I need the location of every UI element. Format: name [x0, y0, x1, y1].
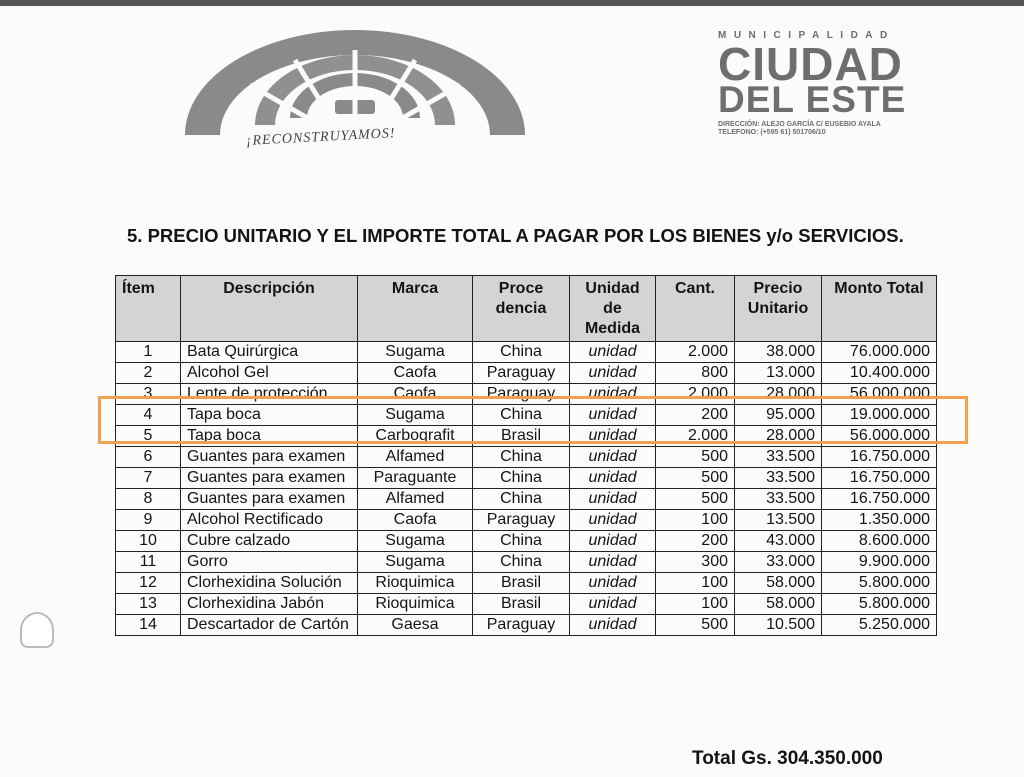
cell-item: 13 — [116, 594, 181, 615]
cell-unidad: unidad — [570, 510, 656, 531]
cell-cant: 500 — [656, 468, 735, 489]
cell-precio: 58.000 — [735, 594, 822, 615]
cell-procedencia: Paraguay — [473, 615, 570, 636]
cell-procedencia: China — [473, 489, 570, 510]
cell-cant: 100 — [656, 573, 735, 594]
cell-cant: 200 — [656, 405, 735, 426]
table-row — [116, 447, 937, 468]
cell-unidad: unidad — [570, 489, 656, 510]
cell-unidad: unidad — [570, 426, 656, 447]
grand-total: Total Gs. 304.350.000 — [692, 748, 883, 769]
cell-item: 10 — [116, 531, 181, 552]
cell-marca: Paraguante — [358, 468, 473, 489]
municipality-logo — [718, 30, 958, 137]
cell-cant: 500 — [656, 489, 735, 510]
cell-monto: 56.000.000 — [822, 384, 937, 405]
cell-cant: 500 — [656, 615, 735, 636]
cell-unidad: unidad — [570, 531, 656, 552]
cell-procedencia: Brasil — [473, 426, 570, 447]
cell-cant: 500 — [656, 447, 735, 468]
cell-marca: Sugama — [358, 405, 473, 426]
cell-precio: 33.500 — [735, 489, 822, 510]
logo-phone: TELEFONO: (+595 61) 501706/10 — [718, 129, 826, 136]
cell-marca: Rioquimica — [358, 594, 473, 615]
table-row — [116, 615, 937, 636]
cell-marca: Caofa — [358, 363, 473, 384]
table-row — [116, 489, 937, 510]
cell-monto: 5.250.000 — [822, 615, 937, 636]
cell-item: 4 — [116, 405, 181, 426]
cell-cant: 2.000 — [656, 342, 735, 363]
cell-cant: 300 — [656, 552, 735, 573]
cell-descripcion: Guantes para examen — [181, 447, 358, 468]
cell-precio: 43.000 — [735, 531, 822, 552]
cell-procedencia: Paraguay — [473, 363, 570, 384]
cell-descripcion: Cubre calzado — [181, 531, 358, 552]
cell-procedencia: Brasil — [473, 594, 570, 615]
cell-cant: 100 — [656, 594, 735, 615]
cell-procedencia: China — [473, 531, 570, 552]
cell-item: 8 — [116, 489, 181, 510]
table-row — [116, 594, 937, 615]
cell-item: 5 — [116, 426, 181, 447]
cell-procedencia: Brasil — [473, 573, 570, 594]
table-row — [116, 552, 937, 573]
col-header-procedencia: Proce dencia — [473, 276, 570, 342]
cell-descripcion: Clorhexidina Solución — [181, 573, 358, 594]
cell-marca: Sugama — [358, 552, 473, 573]
logo-ciudad: CIUDAD — [718, 38, 903, 90]
cell-precio: 33.500 — [735, 447, 822, 468]
cell-item: 2 — [116, 363, 181, 384]
cell-monto: 16.750.000 — [822, 447, 937, 468]
cell-monto: 10.400.000 — [822, 363, 937, 384]
cell-unidad: unidad — [570, 405, 656, 426]
cell-descripcion: Alcohol Gel — [181, 363, 358, 384]
cell-descripcion: Guantes para examen — [181, 468, 358, 489]
cell-precio: 58.000 — [735, 573, 822, 594]
col-header-item: Ítem — [116, 276, 181, 342]
table-row — [116, 342, 937, 363]
cell-unidad: unidad — [570, 342, 656, 363]
cell-cant: 2.000 — [656, 384, 735, 405]
cell-unidad: unidad — [570, 594, 656, 615]
col-header-precio: Precio Unitario — [735, 276, 822, 342]
cell-monto: 19.000.000 — [822, 405, 937, 426]
cell-marca: Sugama — [358, 342, 473, 363]
cell-monto: 9.900.000 — [822, 552, 937, 573]
cell-marca: Alfamed — [358, 489, 473, 510]
hemicycle-logo-icon — [185, 30, 525, 165]
cell-descripcion: Clorhexidina Jabón — [181, 594, 358, 615]
cell-monto: 1.350.000 — [822, 510, 937, 531]
cell-marca: Carbografit — [358, 426, 473, 447]
table-header-row — [116, 276, 937, 342]
highlight-box — [98, 396, 968, 444]
cell-descripcion: Descartador de Cartón — [181, 615, 358, 636]
cell-item: 14 — [116, 615, 181, 636]
cell-precio: 38.000 — [735, 342, 822, 363]
cell-monto: 5.800.000 — [822, 573, 937, 594]
cell-procedencia: China — [473, 342, 570, 363]
cell-descripcion: Lente de protección — [181, 384, 358, 405]
cell-marca: Sugama — [358, 531, 473, 552]
cell-cant: 100 — [656, 510, 735, 531]
col-header-cant: Cant. — [656, 276, 735, 342]
cell-unidad: unidad — [570, 573, 656, 594]
cell-cant: 800 — [656, 363, 735, 384]
table-row — [116, 468, 937, 489]
cell-marca: Rioquimica — [358, 573, 473, 594]
cell-marca: Gaesa — [358, 615, 473, 636]
cell-descripcion: Tapa boca — [181, 426, 358, 447]
cell-precio: 28.000 — [735, 426, 822, 447]
col-header-monto: Monto Total — [822, 276, 937, 342]
cell-precio: 28.000 — [735, 384, 822, 405]
cell-unidad: unidad — [570, 468, 656, 489]
punch-hole — [20, 612, 54, 648]
table-row — [116, 363, 937, 384]
cell-precio: 10.500 — [735, 615, 822, 636]
cell-item: 9 — [116, 510, 181, 531]
cell-descripcion: Bata Quirúrgica — [181, 342, 358, 363]
cell-monto: 16.750.000 — [822, 489, 937, 510]
cell-monto: 76.000.000 — [822, 342, 937, 363]
logo-address: DIRECCIÓN: ALEJO GARCÍA C/ EUSEBIO AYALA — [718, 121, 881, 128]
cell-unidad: unidad — [570, 384, 656, 405]
cell-monto: 5.800.000 — [822, 594, 937, 615]
cell-marca: Alfamed — [358, 447, 473, 468]
cell-marca: Caofa — [358, 384, 473, 405]
logo-slogan: ¡RECONSTRUYAMOS! — [245, 126, 396, 149]
col-header-descripcion: Descripción — [181, 276, 358, 342]
cell-item: 6 — [116, 447, 181, 468]
cell-item: 11 — [116, 552, 181, 573]
cell-descripcion: Alcohol Rectificado — [181, 510, 358, 531]
logo-municipalidad: MUNICIPALIDAD — [718, 30, 895, 41]
cell-precio: 95.000 — [735, 405, 822, 426]
cell-procedencia: China — [473, 468, 570, 489]
cell-descripcion: Guantes para examen — [181, 489, 358, 510]
cell-unidad: unidad — [570, 447, 656, 468]
cell-unidad: unidad — [570, 552, 656, 573]
cell-procedencia: Paraguay — [473, 510, 570, 531]
cell-monto: 8.600.000 — [822, 531, 937, 552]
section-title: 5. PRECIO UNITARIO Y EL IMPORTE TOTAL A PAGAR POR LOS BIENES y/o SERVICIOS. — [127, 225, 904, 246]
cell-item: 1 — [116, 342, 181, 363]
table-row — [116, 510, 937, 531]
cell-cant: 200 — [656, 531, 735, 552]
cell-precio: 13.500 — [735, 510, 822, 531]
cell-unidad: unidad — [570, 615, 656, 636]
cell-precio: 33.000 — [735, 552, 822, 573]
cell-procedencia: Paraguay — [473, 384, 570, 405]
col-header-unidad: Unidad de Medida — [570, 276, 656, 342]
logo-del-este: DEL ESTE — [718, 79, 907, 120]
cell-cant: 2.000 — [656, 426, 735, 447]
cell-descripcion: Gorro — [181, 552, 358, 573]
cell-procedencia: China — [473, 552, 570, 573]
cell-precio: 33.500 — [735, 468, 822, 489]
cell-monto: 16.750.000 — [822, 468, 937, 489]
cell-descripcion: Tapa boca — [181, 405, 358, 426]
table-row — [116, 573, 937, 594]
cell-marca: Caofa — [358, 510, 473, 531]
cell-item: 7 — [116, 468, 181, 489]
price-table — [115, 275, 937, 636]
cell-precio: 13.000 — [735, 363, 822, 384]
col-header-marca: Marca — [358, 276, 473, 342]
cell-monto: 56.000.000 — [822, 426, 937, 447]
cell-unidad: unidad — [570, 363, 656, 384]
table-row — [116, 531, 937, 552]
cell-item: 3 — [116, 384, 181, 405]
scan-edge — [0, 0, 1024, 6]
cell-procedencia: China — [473, 447, 570, 468]
cell-procedencia: China — [473, 405, 570, 426]
cell-item: 12 — [116, 573, 181, 594]
